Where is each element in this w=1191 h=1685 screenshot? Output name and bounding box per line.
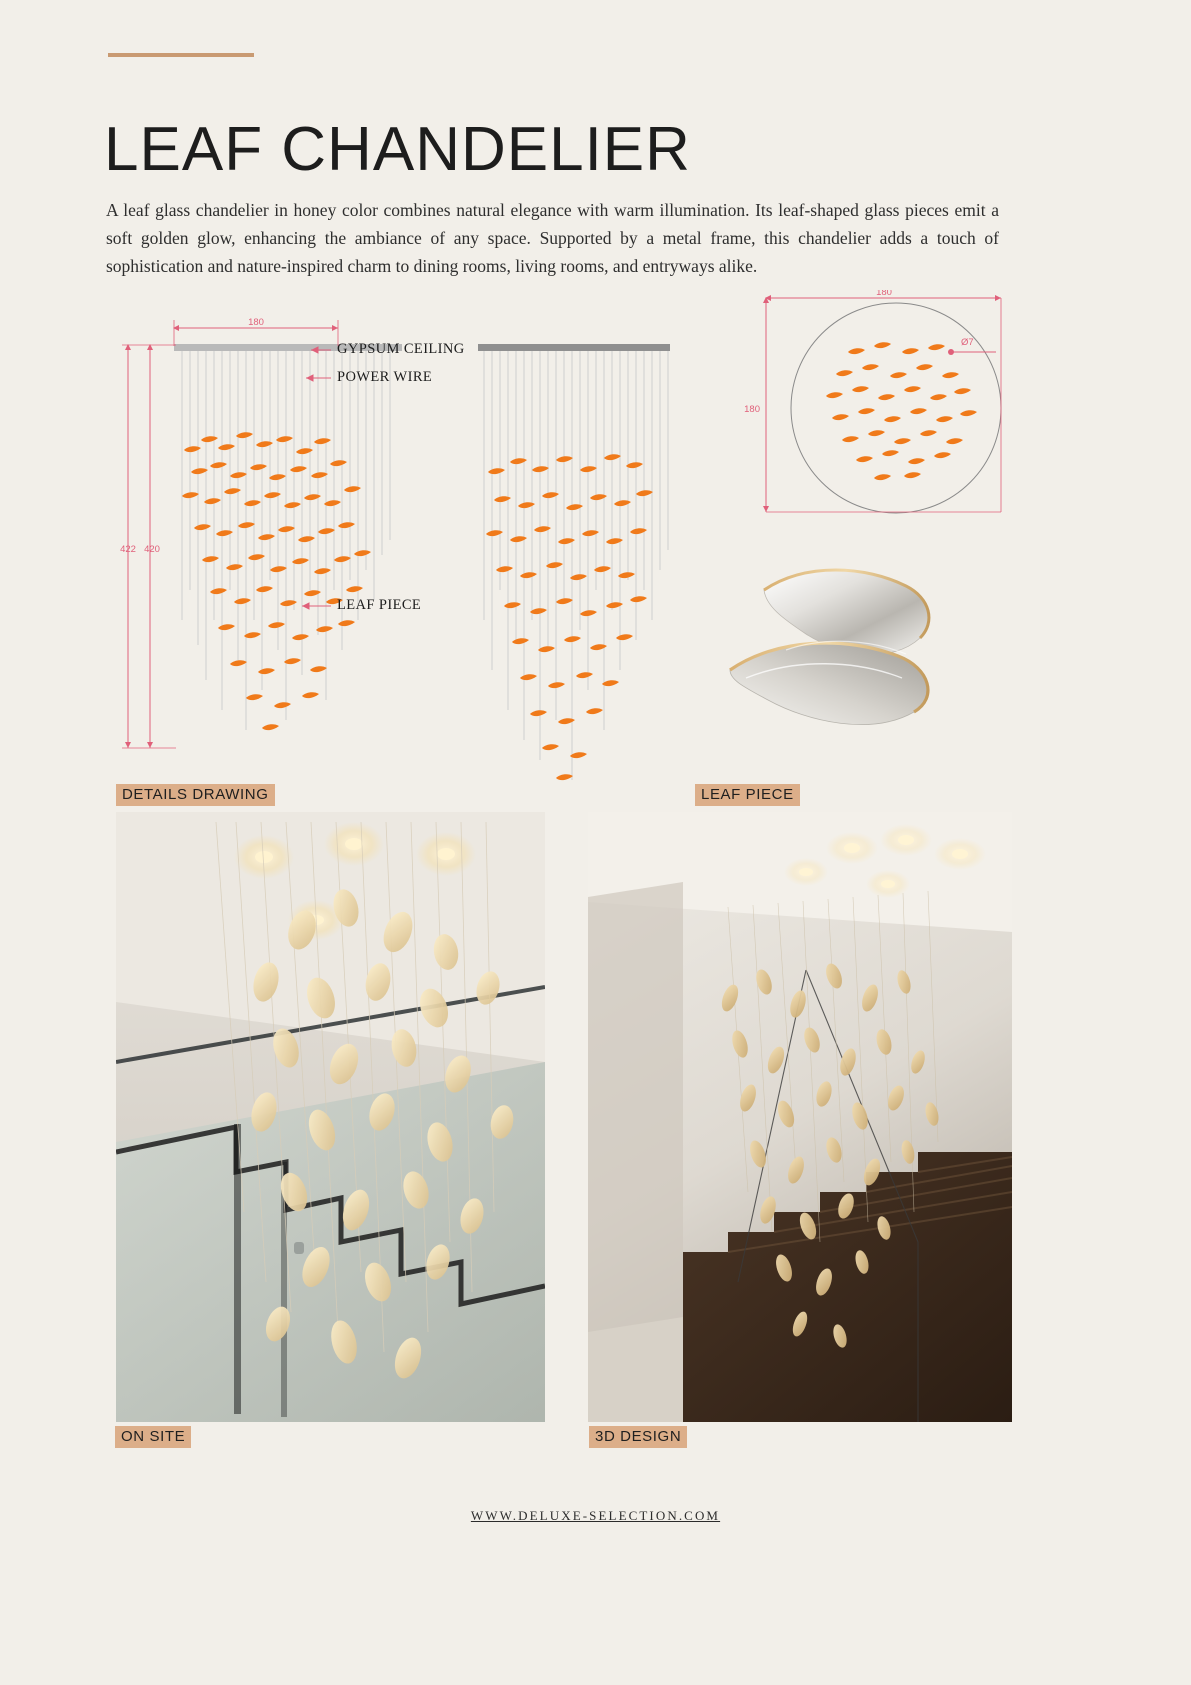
page-title: LEAF CHANDELIER — [104, 114, 691, 184]
svg-text:180: 180 — [248, 317, 264, 328]
intro-paragraph: A leaf glass chandelier in honey color combines natural elegance with warm illumination. Its leaf-shaped glass pieces emit a soft golden glow, enhancing the ambiance of any space. Supported by a metal frame, this chandelier adds a touch of sophistication and nature-inspired charm to dining rooms, living rooms, and entryways alike. — [106, 199, 999, 276]
callout-power-wire: POWER WIRE — [337, 369, 433, 385]
svg-text:420: 420 — [144, 544, 160, 555]
callout-leaf-piece: LEAF PIECE — [337, 597, 422, 613]
svg-text:Ø7: Ø7 — [961, 337, 974, 348]
photo-3d-design — [588, 812, 1012, 1422]
footer-website[interactable]: WWW.DELUXE-SELECTION.COM — [470, 1508, 721, 1523]
svg-text:422: 422 — [120, 544, 136, 555]
photo-on-site — [116, 812, 545, 1422]
accent-rule — [108, 53, 254, 57]
label-3d-design: 3D DESIGN — [589, 1426, 687, 1448]
leaf-piece-render — [716, 560, 976, 750]
label-leaf-piece: LEAF PIECE — [695, 784, 800, 806]
svg-text:180: 180 — [744, 404, 760, 415]
label-on-site: ON SITE — [115, 1426, 191, 1448]
callout-gypsum-ceiling: GYPSUM CEILING — [337, 341, 465, 357]
label-details-drawing: DETAILS DRAWING — [116, 784, 275, 806]
svg-text:180: 180 — [876, 290, 892, 298]
